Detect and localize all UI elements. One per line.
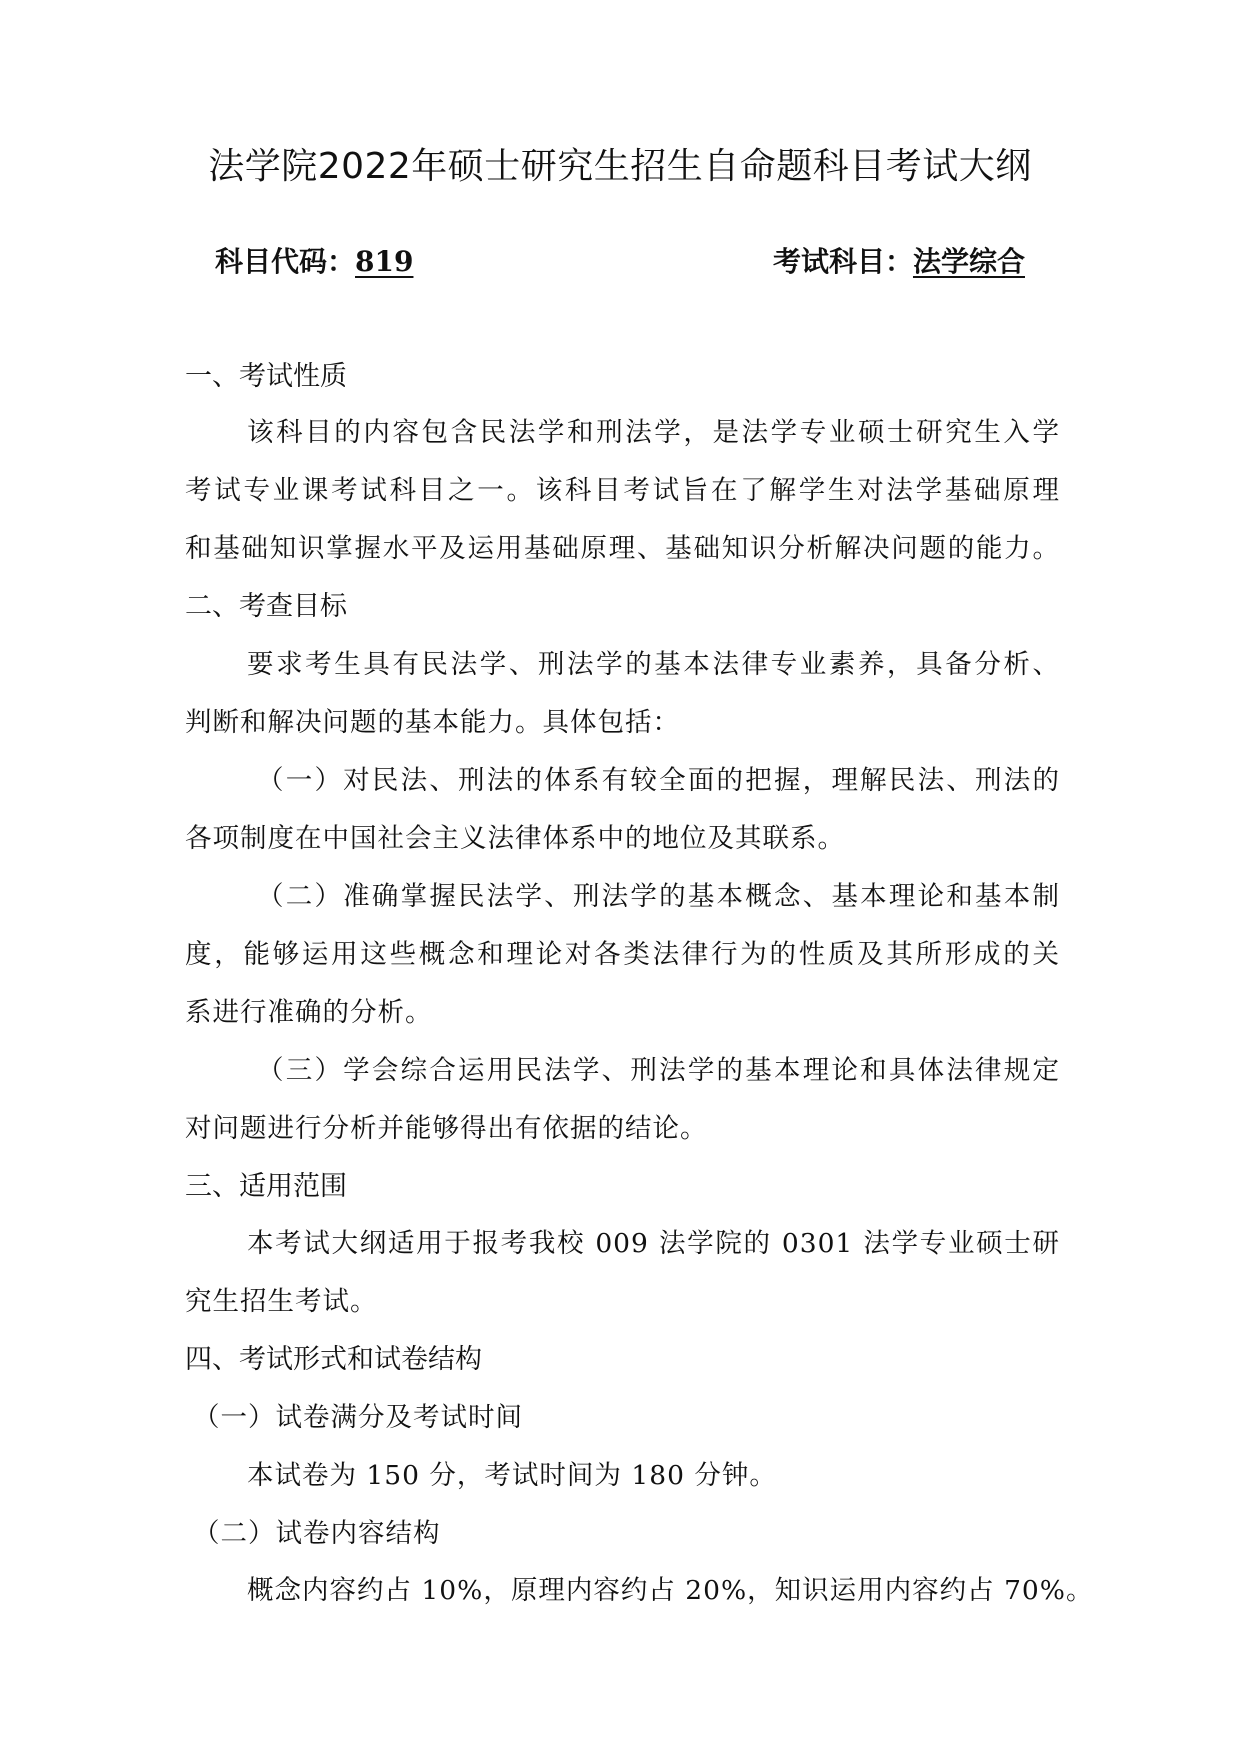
subject-code [215, 242, 413, 282]
paragraph-line: （三）学会综合运用民法学、刑法学的基本理论和具体法律规定 [257, 1055, 1060, 1086]
paragraph-line: 判断和解决问题的基本能力。具体包括： [185, 707, 680, 738]
paragraph-line: 要求考生具有民法学、刑法学的基本法律专业素养，具备分析、 [247, 649, 1060, 680]
paragraph-line: （二）准确掌握民法学、刑法学的基本概念、基本理论和基本制 [257, 881, 1060, 912]
paragraph-line: 概念内容约占 10%，原理内容约占 20%，知识运用内容约占 70%。 [247, 1575, 1094, 1606]
section-heading-scope: 三、适用范围 [185, 1171, 347, 1202]
paragraph-line: 度，能够运用这些概念和理论对各类法律行为的性质及其所形成的关 [185, 939, 1060, 970]
document-title: 法学院2022年硕士研究生招生自命题科目考试大纲 [208, 146, 1032, 187]
paragraph-line: 该科目的内容包含民法学和刑法学，是法学专业硕士研究生入学 [247, 417, 1060, 448]
section-heading-format: 四、考试形式和试卷结构 [185, 1344, 482, 1375]
paragraph-line: 本试卷为 150 分，考试时间为 180 分钟。 [247, 1460, 777, 1491]
subject-name-label: 考试科目： [772, 245, 913, 278]
subject-code-label: 科目代码： [215, 245, 356, 278]
subject-name-value: 法学综合 [912, 245, 1025, 278]
paragraph-line: 对问题进行分析并能够得出有依据的结论。 [185, 1113, 708, 1144]
paragraph-line: 考试专业课考试科目之一。该科目考试旨在了解学生对法学基础原理 [185, 475, 1060, 506]
subject-name [773, 242, 1025, 282]
subsection-heading-score-time: （一）试卷满分及考试时间 [193, 1402, 523, 1433]
paragraph-line: 究生招生考试。 [185, 1286, 378, 1317]
section-heading-nature: 一、考试性质 [185, 361, 347, 392]
paragraph-line: 和基础知识掌握水平及运用基础原理、基础知识分析解决问题的能力。 [185, 533, 1060, 564]
subsection-heading-content-structure: （二）试卷内容结构 [193, 1518, 441, 1549]
paragraph-line: 系进行准确的分析。 [185, 997, 433, 1028]
subject-code-value: 819 [355, 245, 414, 278]
section-heading-objectives: 二、考查目标 [185, 591, 347, 622]
paragraph-line: 各项制度在中国社会主义法律体系中的地位及其联系。 [185, 823, 845, 854]
paragraph-line: （一）对民法、刑法的体系有较全面的把握，理解民法、刑法的 [257, 765, 1060, 796]
paragraph-line: 本考试大纲适用于报考我校 009 法学院的 0301 法学专业硕士研 [247, 1228, 1060, 1259]
